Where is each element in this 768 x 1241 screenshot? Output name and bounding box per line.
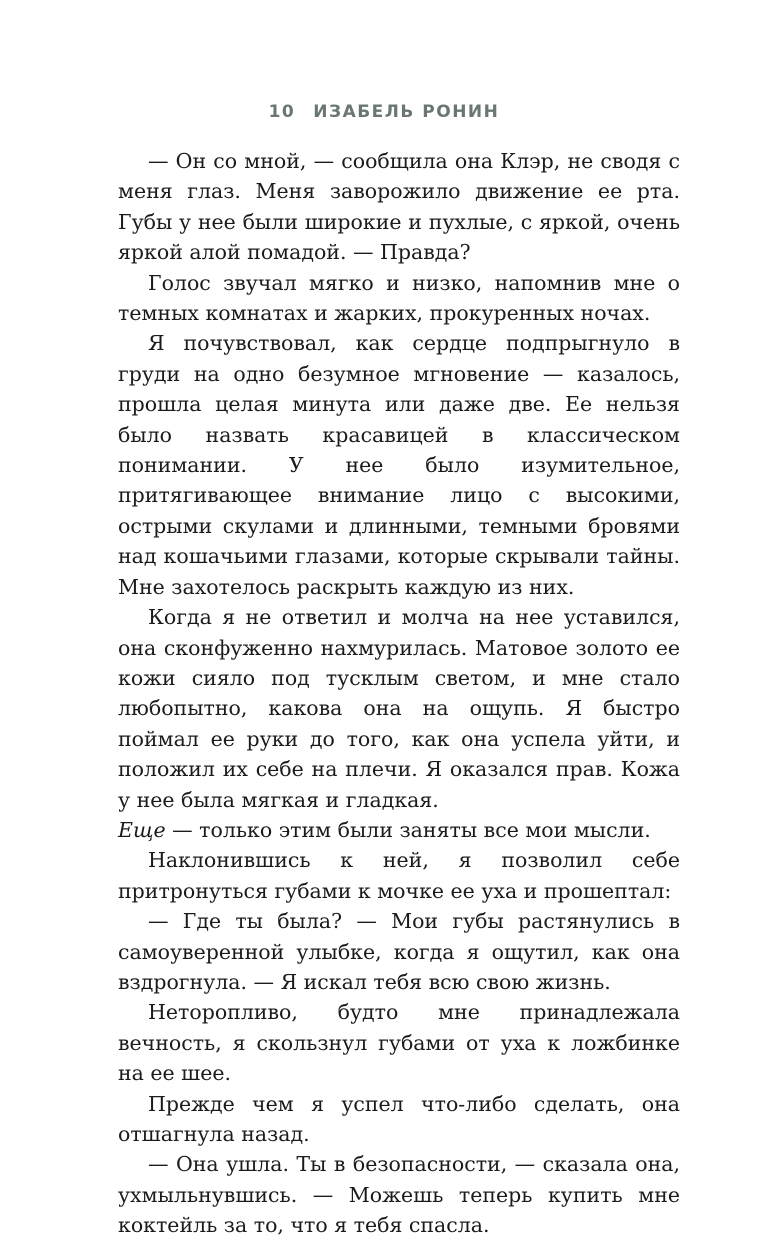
page-number: 10 bbox=[268, 102, 296, 122]
paragraph-italic-start bbox=[118, 815, 680, 845]
paragraph: Когда я не ответил и молча на нее уставился, она сконфуженно нахмурилась. Матовое золото ее кожи сияло под тусклым светом, и мне стало любопытно, какова она на ощупь. Я быстро поймал ее руки до того, как она успела уйти, и положил их себе на плечи. Я оказался прав. Кожа у нее была мягкая и гладкая. bbox=[118, 605, 680, 812]
body-text bbox=[118, 146, 680, 1241]
paragraph: — Она ушла. Ты в безопасности, — сказала она, ухмыльнувшись. — Можешь теперь купить мне коктейль за то, что я тебя спасла. bbox=[118, 1152, 680, 1238]
running-header bbox=[0, 102, 768, 122]
paragraph: Наклонившись к ней, я позволил себе притронуться губами к мочке ее уха и прошептал: bbox=[118, 848, 680, 903]
paragraph: Прежде чем я успел что-либо сделать, она отшагнула назад. bbox=[118, 1091, 680, 1146]
italic-word: Еще bbox=[118, 817, 166, 842]
paragraph-continuation: — только этим были заняты все мои мысли. bbox=[165, 817, 651, 842]
paragraph: Неторопливо, будто мне принадлежала вечность, я скользнул губами от уха к ложбинке на ее шее. bbox=[118, 1000, 680, 1086]
paragraph: — Где ты была? — Мои губы растянулись в самоуверенной улыбке, когда я ощутил, как она вздрогнула. — Я искал тебя всю свою жизнь. bbox=[118, 909, 680, 994]
paragraph: Я почувствовал, как сердце подпрыгнуло в груди на одно безумное мгновение — казалось, прошла целая минута или даже две. Ее нельзя было назвать красавицей в классическом понимании. У нее было изумительное, притягивающее внимание лицо с высокими, острыми скулами и длинными, темными бровями над кошачьими глазами, которые скрывали тайны. Мне захотелось раскрыть каждую из них. bbox=[118, 331, 680, 599]
paragraph: Голос звучал мягко и низко, напомнив мне о темных комнатах и жарких, прокуренных ночах. bbox=[118, 270, 680, 326]
paragraph: — Он со мной, — сообщила она Клэр, не сводя с меня глаз. Меня заворожило движение ее рта. Губы у нее были широкие и пухлые, с яркой, очень яркой алой помадой. — Правда? bbox=[118, 149, 680, 265]
author-name: ИЗАБЕЛЬ РОНИН bbox=[313, 102, 500, 122]
